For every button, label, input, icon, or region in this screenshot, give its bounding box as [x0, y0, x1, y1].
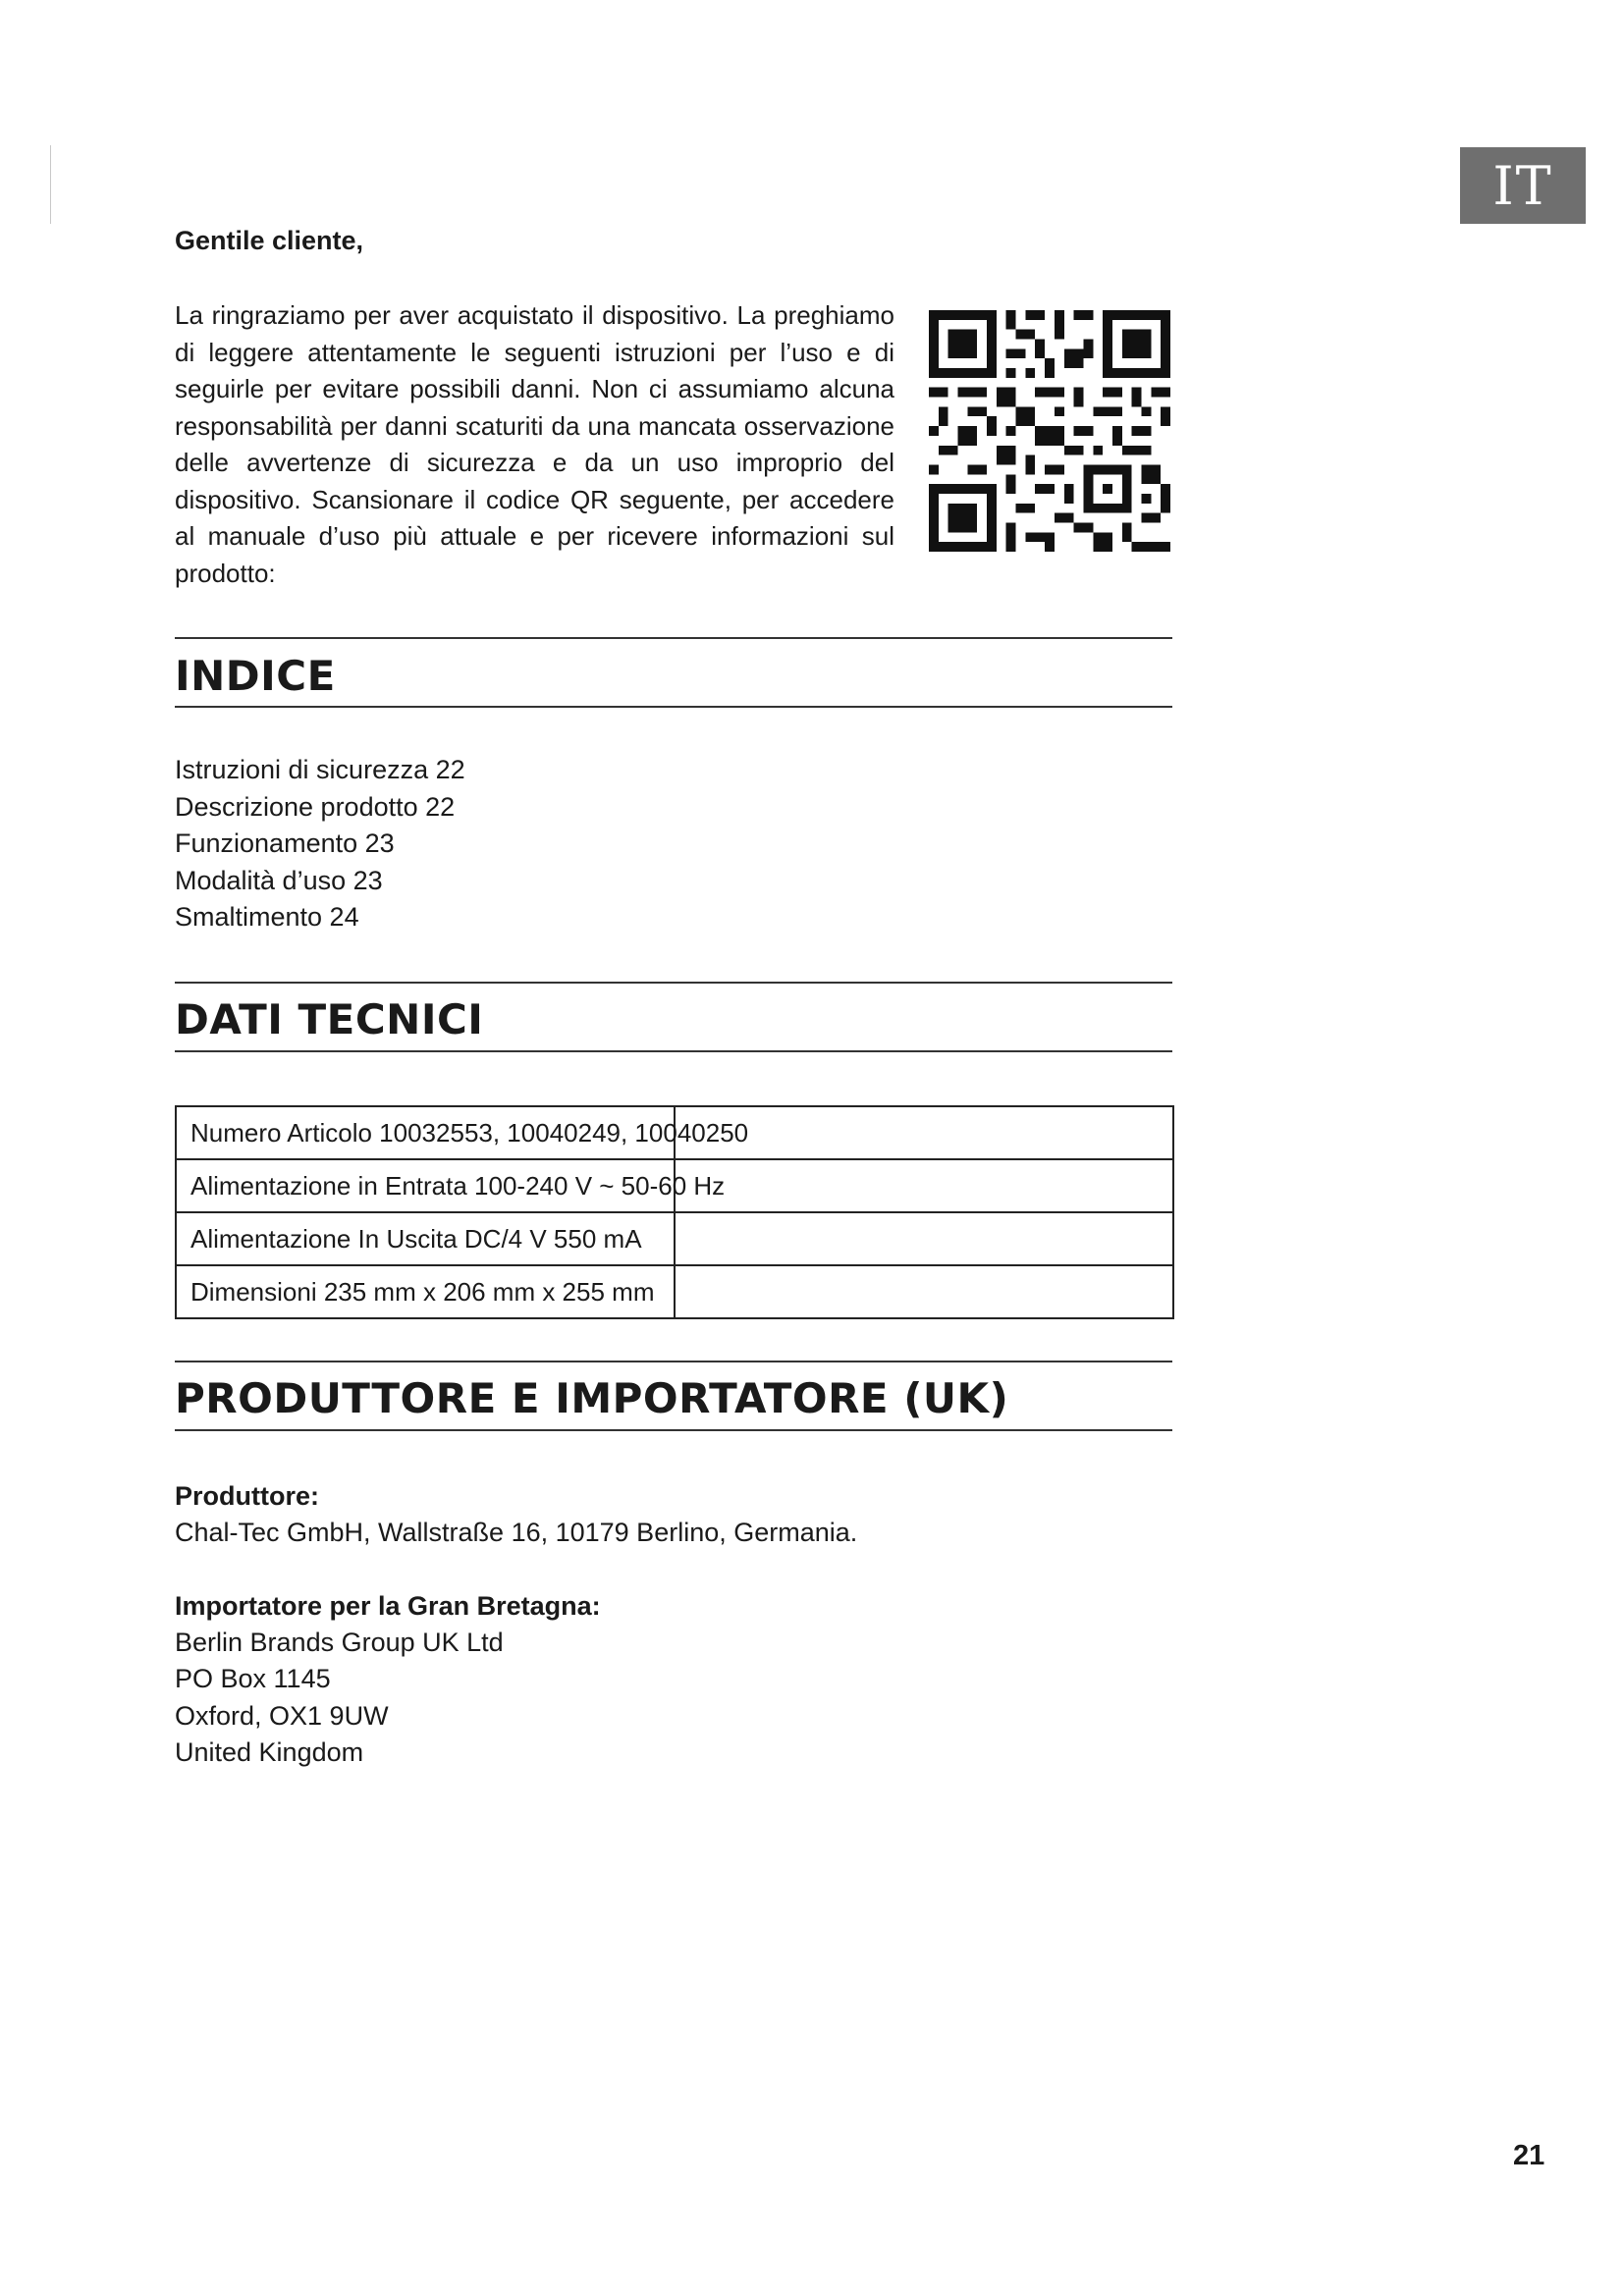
section-rule-top — [175, 982, 1172, 984]
section-rule-bottom — [175, 706, 1172, 708]
importer-address-line: Oxford, OX1 9UW — [175, 1701, 389, 1731]
table-cell: Alimentazione In Uscita DC/4 V 550 mA — [176, 1212, 675, 1265]
table-cell — [675, 1265, 1173, 1318]
intro-paragraph: La ringraziamo per aver acquistato il dispositivo. La preghiamo di leggere attentamente le seguenti istruzioni per l’uso e di seguirle per evitare possibili danni. Non ci assumiamo alcuna responsabilità per danni scaturiti da una mancata osservazione delle avvertenze di sicurezza e da un uso improprio del dispositivo. Scansionare il codice QR seguente, per accedere al manuale d’uso più attuale e per ricevere informazioni sul prodotto: — [175, 300, 894, 588]
qr-code[interactable] — [929, 310, 1170, 552]
language-tab: IT — [1460, 147, 1586, 224]
table-cell: Alimentazione in Entrata 100-240 V ~ 50-60 Hz — [176, 1159, 675, 1212]
table-of-contents — [175, 752, 465, 936]
section-rule-bottom — [175, 1429, 1172, 1431]
importer-address-line: Berlin Brands Group UK Ltd — [175, 1628, 504, 1657]
manufacturer-label: Produttore: — [175, 1481, 319, 1511]
specs-title: DATI TECNICI — [175, 995, 484, 1043]
importer-address-line: United Kingdom — [175, 1737, 364, 1767]
toc-item[interactable]: Funzionamento 23 — [175, 828, 395, 858]
manufacturer-address: Chal-Tec GmbH, Wallstraße 16, 10179 Berlino, Germania. — [175, 1518, 858, 1547]
importer-address-line: PO Box 1145 — [175, 1664, 331, 1693]
toc-title: INDICE — [175, 652, 336, 700]
table-cell — [675, 1212, 1173, 1265]
section-rule-top — [175, 637, 1172, 639]
toc-item[interactable]: Smaltimento 24 — [175, 902, 359, 932]
section-rule-top — [175, 1361, 1172, 1362]
page-number: 21 — [1513, 2140, 1545, 2171]
table-cell: Numero Articolo 10032553, 10040249, 10040250 — [176, 1106, 675, 1159]
table-row — [176, 1265, 1173, 1318]
manufacturer-title: PRODUTTORE E IMPORTATORE (UK) — [175, 1374, 1009, 1422]
toc-item[interactable]: Istruzioni di sicurezza 22 — [175, 755, 465, 784]
section-rule-bottom — [175, 1050, 1172, 1052]
greeting: Gentile cliente, — [175, 226, 364, 255]
importer-label: Importatore per la Gran Bretagna: — [175, 1591, 601, 1621]
table-cell — [675, 1159, 1173, 1212]
specs-table — [175, 1105, 1174, 1319]
table-row — [176, 1106, 1173, 1159]
toc-item[interactable]: Descrizione prodotto 22 — [175, 791, 456, 822]
table-cell: Dimensioni 235 mm x 206 mm x 255 mm — [176, 1265, 675, 1318]
margin-rule — [50, 145, 51, 224]
table-cell — [675, 1106, 1173, 1159]
table-row — [176, 1159, 1173, 1212]
table-row — [176, 1212, 1173, 1265]
toc-item[interactable]: Modalità d’uso 23 — [175, 865, 383, 895]
